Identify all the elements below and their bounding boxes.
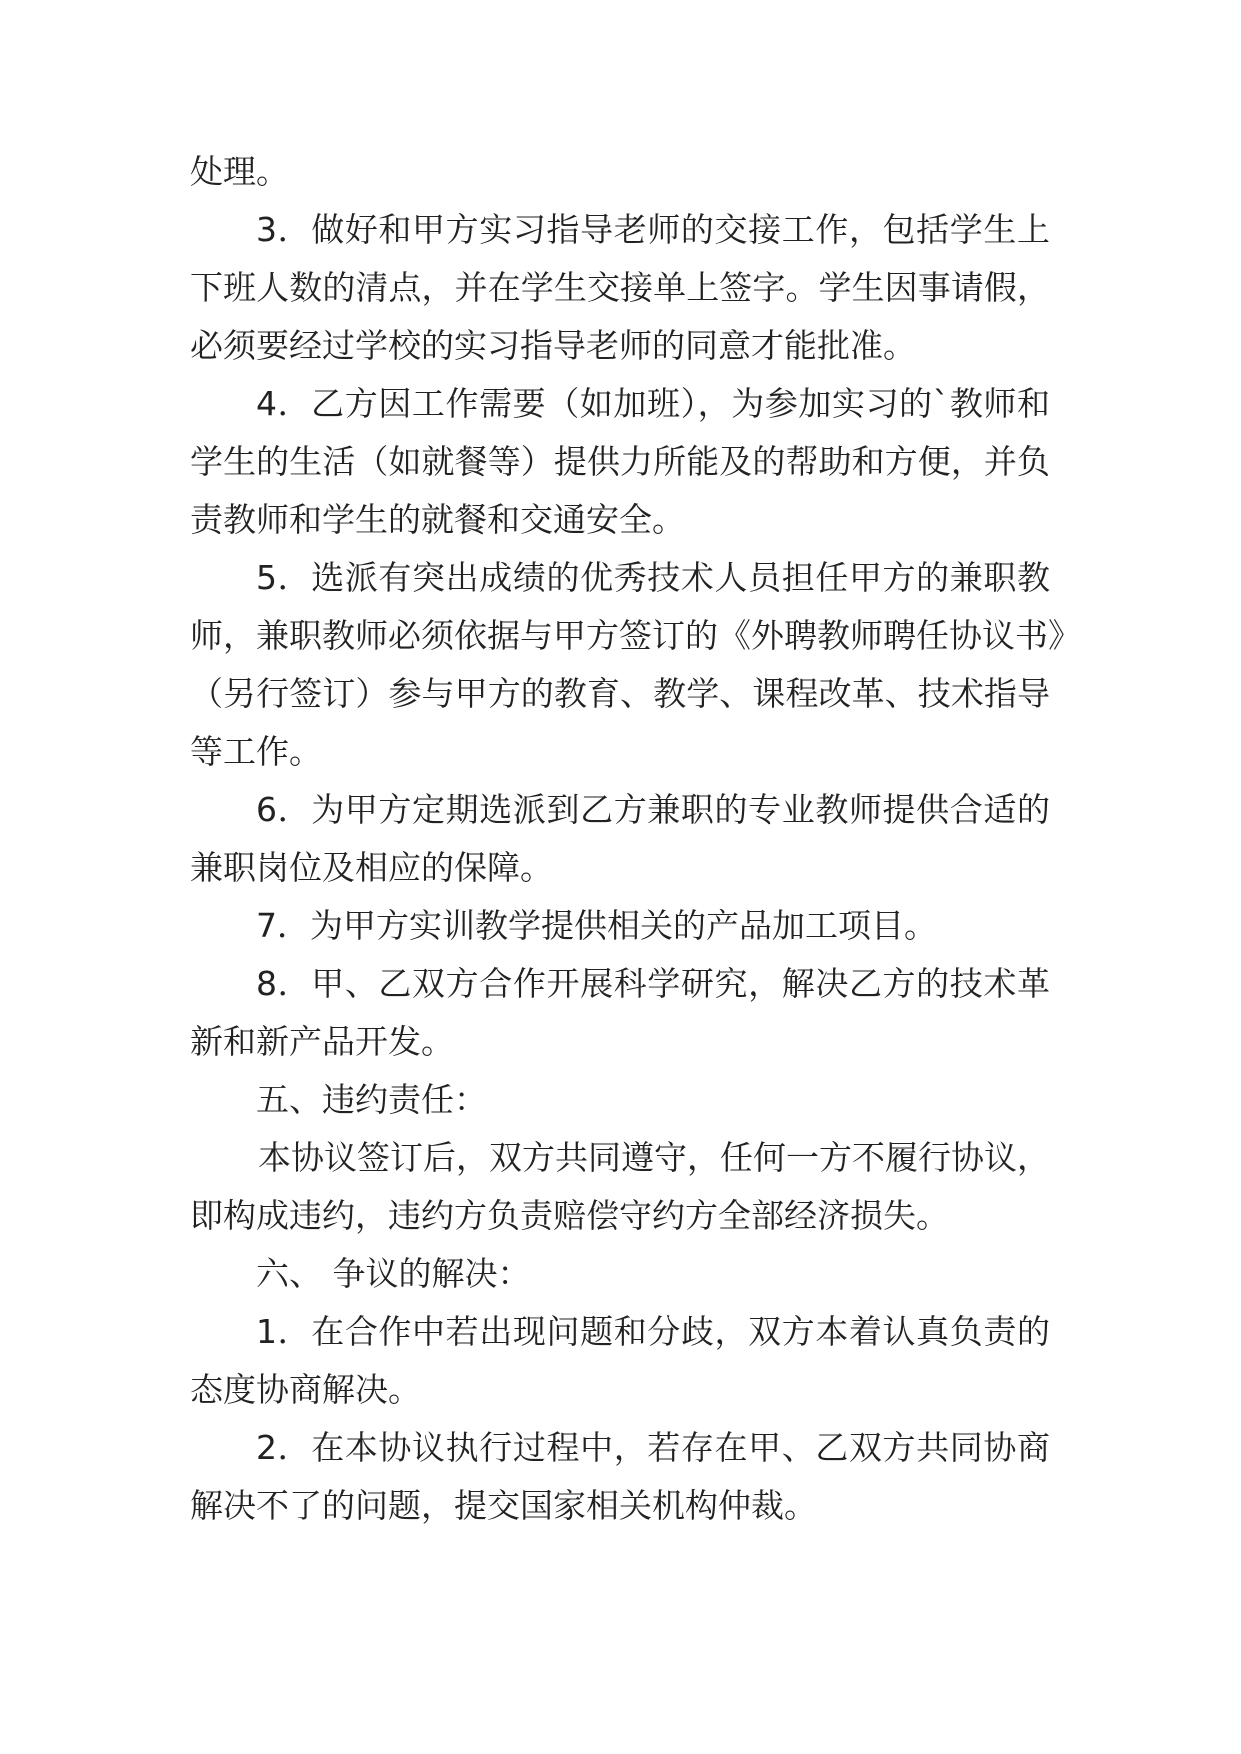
text-line: 5．选派有突出成绩的优秀技术人员担任甲方的兼职教: [256, 558, 1050, 597]
text-line: 本协议签订后，双方共同遵守，任何一方不履行协议，: [258, 1138, 1050, 1177]
text-line: 新和新产品开发。: [190, 1022, 454, 1061]
text-line: 2．在本协议执行过程中，若存在甲、乙双方共同协商: [256, 1428, 1050, 1467]
text-line: 兼职岗位及相应的保障。: [190, 848, 553, 887]
text-line: 必须要经过学校的实习指导老师的同意才能批准。: [190, 326, 916, 365]
text-line: 解决不了的问题，提交国家相关机构仲裁。: [190, 1486, 817, 1525]
text-line: 即构成违约，违约方负责赔偿守约方全部经济损失。: [190, 1196, 949, 1235]
text-line: （另行签订）参与甲方的教育、教学、课程改革、技术指导: [190, 674, 1050, 713]
text-line: 师，兼职教师必须依据与甲方签订的《外聘教师聘任协议书》: [190, 616, 1081, 655]
section-heading: 五、违约责任：: [256, 1080, 487, 1119]
text-line: 1．在合作中若出现问题和分歧，双方本着认真负责的: [256, 1312, 1050, 1351]
section-heading: 六、 争议的解决：: [256, 1254, 531, 1293]
text-line: 学生的生活（如就餐等）提供力所能及的帮助和方便，并负: [190, 442, 1050, 481]
text-line: 责教师和学生的就餐和交通安全。: [190, 500, 685, 539]
text-line: 4．乙方因工作需要（如加班），为参加实习的`教师和: [256, 384, 1050, 423]
text-line: 处理。: [190, 152, 289, 191]
text-line: 态度协商解决。: [190, 1370, 421, 1409]
text-line: 7．为甲方实训教学提供相关的产品加工项目。: [256, 906, 937, 945]
text-line: 6．为甲方定期选派到乙方兼职的专业教师提供合适的: [256, 790, 1050, 829]
text-line: 等工作。: [190, 732, 322, 771]
text-line: 8．甲、乙双方合作开展科学研究，解决乙方的技术革: [256, 964, 1050, 1003]
text-line: 下班人数的清点，并在学生交接单上签字。学生因事请假，: [190, 268, 1050, 307]
text-line: 3．做好和甲方实习指导老师的交接工作，包括学生上: [256, 210, 1050, 249]
